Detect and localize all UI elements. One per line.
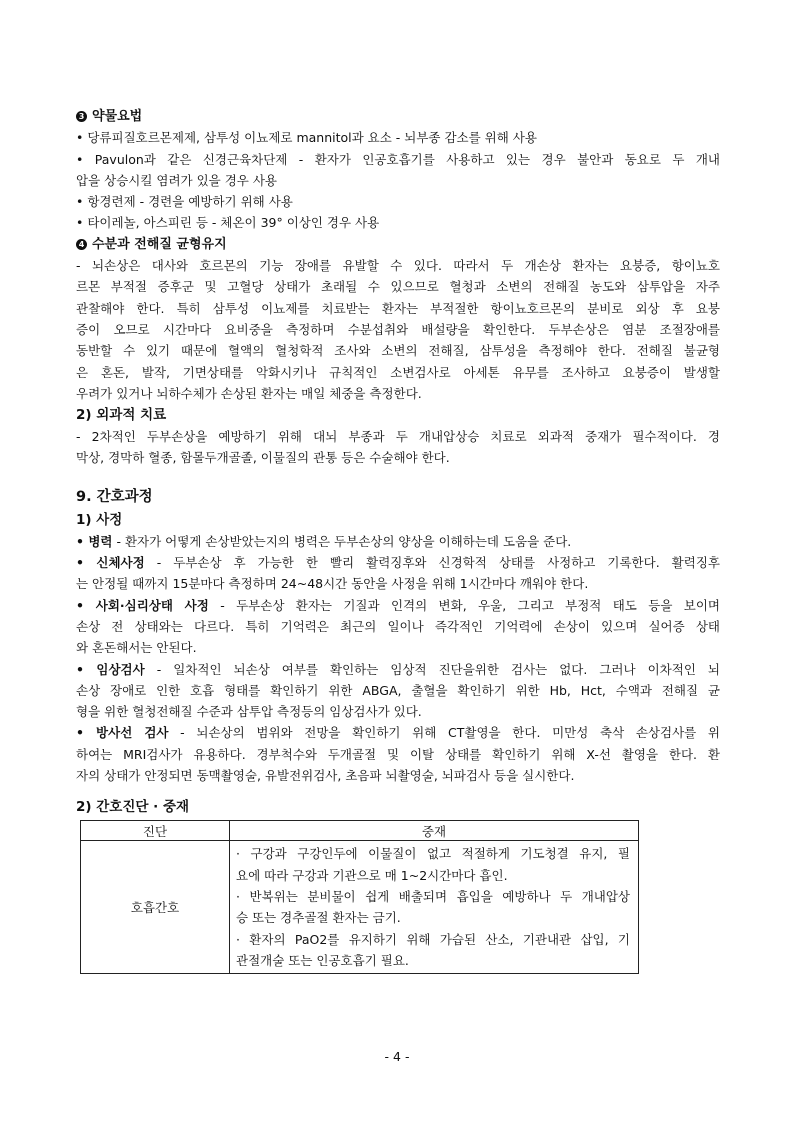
document-page <box>76 106 720 974</box>
assessment-social-1: • 사회·심리상태 사정 - 두부손상 환자는 기질과 인격의 변화, 우울, 그리고 부정적 태도 등을 보이며 <box>76 597 721 613</box>
diagnosis-heading: 2) 간호진단 · 중재 <box>76 799 190 816</box>
fluid-paragraph-line: 우려가 있거나 뇌하수체가 손상된 환자는 매일 체중을 측정한다. <box>76 385 422 401</box>
surgical-paragraph-line: - 2차적인 두부손상을 예방하기 위해 대뇌 부종과 두 개내압상승 치료로 외과적 중재가 필수적이다. 경 <box>76 429 720 445</box>
assessment-lab-1: • 임상검사 - 일차적인 뇌손상 여부를 확인하는 임상적 진단을위한 검사는 없다. 그러나 이차적인 뇌 <box>76 661 720 677</box>
fluid-heading: 4 수분과 전해질 균형유지 <box>76 234 720 255</box>
fluid-paragraph-line: 관찰해야 한다. 특히 삼투성 이뇨제를 치료받는 환자는 부적절한 항이뇨호르몬의 분비로 외상 후 요붕 <box>76 300 720 316</box>
intervention-line: 승 또는 경추골절 환자는 금기. <box>236 910 401 926</box>
circled-number-4-icon: 4 <box>76 239 87 250</box>
fluid-paragraph-line: 동반할 수 있기 때문에 혈액의 혈청학적 조사와 소변의 전해질, 삼투성을 측정해야 한다. 전해질 불균형 <box>76 343 720 359</box>
medication-heading: 3 약물요법 <box>76 106 720 127</box>
assessment-radiology-2: 하여는 MRI검사가 유용하다. 경부척수와 두개골절 및 이탈 상태를 확인하기 위해 X-선 촬영을 한다. 환 <box>76 746 720 762</box>
diagnosis-table <box>80 820 639 974</box>
medication-item-anticonvulsant: • 항경련제 - 경련을 예방하기 위해 사용 <box>76 194 293 210</box>
assessment-physical-2: 는 안정될 때까지 15분마다 측정하며 24~48시간 동안을 사정을 위해 1시간마다 깨워야 한다. <box>76 576 589 592</box>
fluid-paragraph-line: - 뇌손상은 대사와 호르몬의 기능 장애를 유발할 수 있다. 따라서 두 개손상 환자는 요붕증, 항이뇨호 <box>76 258 720 274</box>
page-number: - 4 - <box>384 1049 410 1064</box>
assessment-lab-3: 형을 위한 혈청전해질 수준과 삼투압 측정등의 임상검사가 있다. <box>76 704 422 720</box>
assessment-social-2: 손상 전 상태와는 다르다. 특히 기억력은 최근의 일이나 즉각적인 기억력에 손상이 있으며 실어증 상태 <box>76 618 720 634</box>
table-cell-diagnosis: 호흡간호 <box>81 841 230 974</box>
fluid-paragraph-line: 증이 오므로 시간마다 요비중을 측정하며 수분섭취와 배설량을 확인한다. 두부손상은 염분 조절장애를 <box>76 321 720 337</box>
surgical-paragraph-line: 막상, 경막하 혈종, 함몰두개골졸, 이물질의 관통 등은 수술해야 한다. <box>76 450 450 466</box>
assessment-lab-2: 손상 장애로 인한 호흡 형태를 확인하기 위한 ABGA, 출혈을 확인하기 위한 Hb, Hct, 수액과 전해질 균 <box>76 682 720 698</box>
fluid-paragraph-line: 르몬 부적절 증후군 및 고혈당 상태가 초래될 수 있으므로 혈청과 소변의 전해질 농도와 삼투압을 자주 <box>76 279 720 295</box>
circled-number-3-icon: 3 <box>76 111 87 122</box>
assessment-radiology-3: 자의 상태가 안정되면 동맥촬영술, 유발전위검사, 초음파 뇌촬영술, 뇌파검사 등을 실시한다. <box>76 768 575 784</box>
assessment-radiology-1: • 방사선 검사 - 뇌손상의 범위와 전망을 확인하기 위해 CT촬영을 한다. 미만성 축삭 손상검사를 위 <box>76 725 720 741</box>
intervention-line: · 반복위는 분비물이 쉽게 배출되며 흡입을 예방하나 두 개내압상 <box>236 888 630 904</box>
intervention-line: · 환자의 PaO2를 유지하기 위해 가습된 산소, 기관내관 삽입, 기 <box>236 931 630 947</box>
assessment-history: • 병력 - 환자가 어떻게 손상받았는지의 병력은 두부손상의 양상을 이해하는데 도움을 준다. <box>76 533 572 549</box>
table-header-diagnosis: 진단 <box>81 821 230 841</box>
assessment-physical-1: • 신체사정 - 두부손상 후 가능한 한 빨리 활력징후와 신경학적 상태를 사정하고 기록한다. 활력징후 <box>76 555 720 571</box>
table-cell-intervention <box>230 841 639 974</box>
intervention-line: 관절개술 또는 인공호흡기 필요. <box>236 952 409 968</box>
table-header-row <box>81 821 639 841</box>
table-row <box>81 841 639 974</box>
intervention-line: 요에 따라 구강과 기관으로 매 1~2시간마다 흡인. <box>236 867 508 883</box>
assessment-heading: 1) 사정 <box>76 511 123 528</box>
medication-item-pavulon-1: • Pavulon과 같은 신경근육차단제 - 환자가 인공호흡기를 사용하고 있는 경우 불안과 동요로 두 개내 <box>76 151 720 167</box>
medication-item-steroid: • 당류피질호르몬제제, 삼투성 이뇨제로 mannitol과 요소 - 뇌부종 감소를 위해 사용 <box>76 130 537 146</box>
intervention-line: · 구강과 구강인두에 이물질이 없고 적절하게 기도청결 유지, 필 <box>236 846 630 862</box>
medication-item-antipyretic: • 타이레놀, 아스피린 등 - 체온이 39° 이상인 경우 사용 <box>76 215 380 231</box>
nursing-process-title: 9. 간호과정 <box>76 488 153 505</box>
fluid-paragraph-line: 은 혼돈, 발작, 기면상태를 악화시키나 규칙적인 소변검사로 아세톤 유무를 조사하고 요붕증이 발생할 <box>76 364 720 380</box>
table-header-intervention: 중재 <box>230 821 639 841</box>
assessment-social-3: 와 혼돈해서는 안된다. <box>76 640 197 656</box>
medication-item-pavulon-2: 압을 상승시킬 염려가 있을 경우 사용 <box>76 172 277 188</box>
surgical-heading: 2) 외과적 치료 <box>76 407 167 424</box>
